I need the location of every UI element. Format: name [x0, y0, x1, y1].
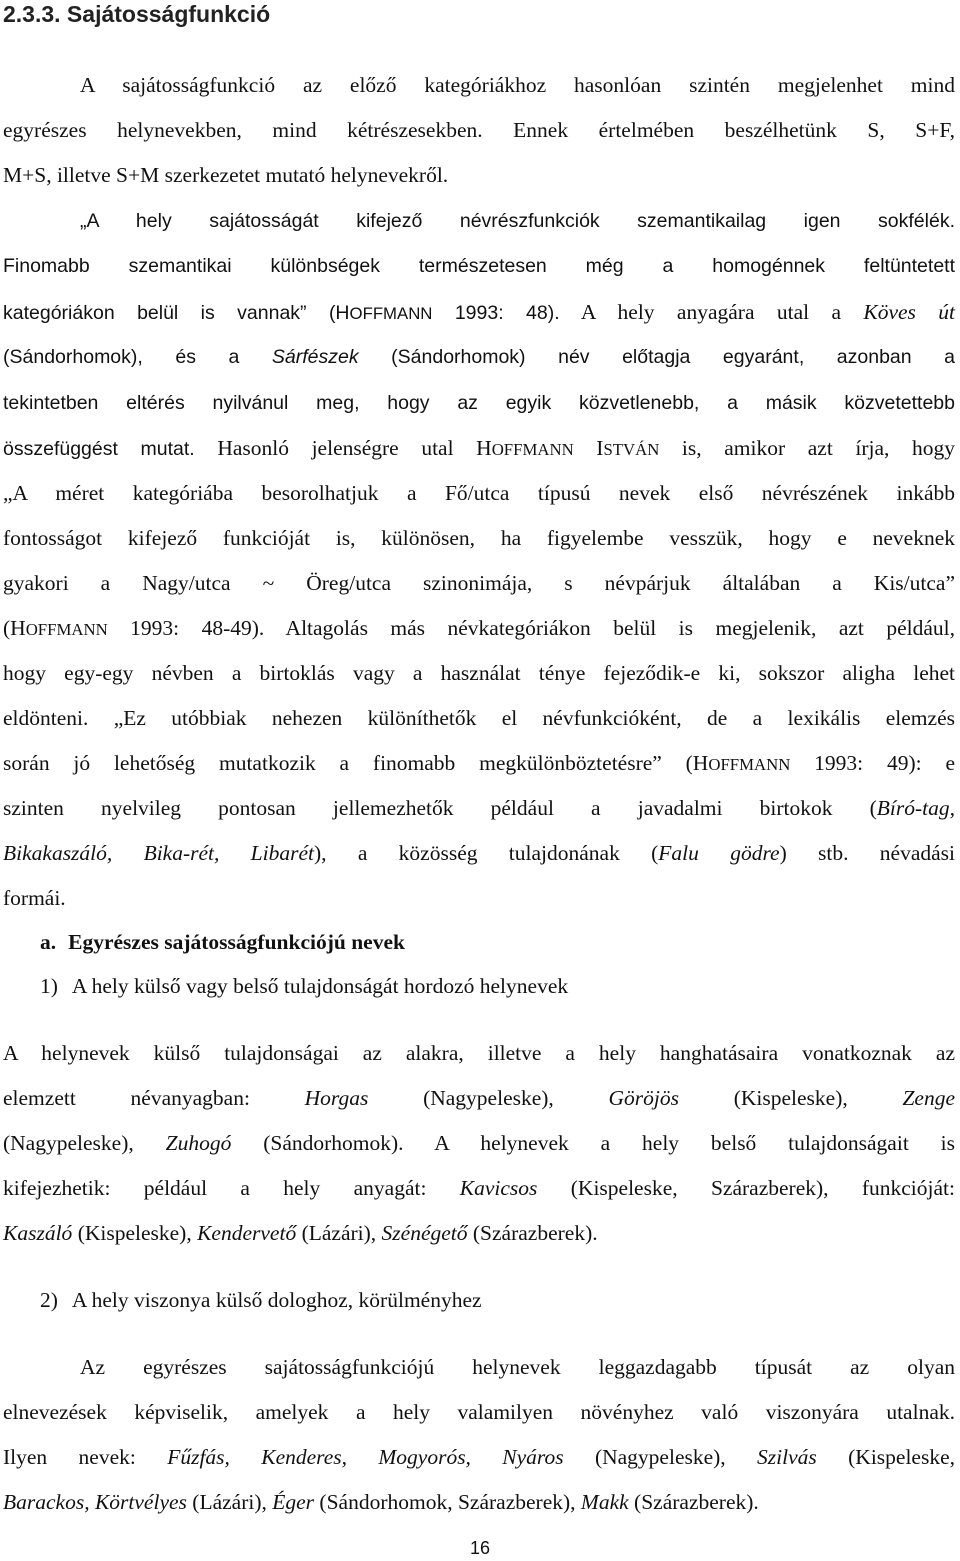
body-text: is, amikor azt írja, hogy [659, 436, 956, 460]
place-name-italic: Szénégető [381, 1221, 468, 1245]
subheading-marker: a. [40, 930, 57, 954]
body-text: során jó lehetőség mutatkozik a finomabb megkülönböztetésre” (H [3, 751, 709, 775]
paragraph-line: Az egyrészes sajátosságfunkciójú helynevek leggazdagabb típusát az olyan [80, 1355, 955, 1379]
quote-text: kategóriákon belül is vannak” (H [3, 302, 350, 324]
paragraph-line: gyakori a Nagy/utca ~ Öreg/utca szinonimája, s névpárjuk általában a Kis/utca” [3, 571, 955, 595]
paragraph-line: A helynevek külső tulajdonságai az alakra, illetve a hely hanghatásaira vonatkoznak az [3, 1041, 955, 1065]
paragraph-line [3, 614, 955, 642]
citation-text: 1993: 48). [432, 302, 560, 324]
paragraph-line [3, 1129, 955, 1157]
quote-line: Finomabb szemantikai különbségek természetesen még a homogénnek feltüntetett [3, 255, 955, 277]
place-name-italic: Falu gödre [658, 841, 780, 865]
paragraph-line [3, 749, 955, 777]
paragraph-line: „A méret kategóriába besorolhatjuk a Fő/utca típusú nevek első névrészének inkább [3, 481, 955, 505]
section-heading: 2.3.3. Sajátosságfunkció [3, 1, 271, 27]
body-text: szinten nyelvileg pontosan jellemezhetők például a javadalmi birtokok ( [3, 796, 877, 820]
mixed-line [3, 298, 955, 326]
place-name-italic: Bikakaszáló, Bika-rét, Libarét [3, 841, 314, 865]
body-text: Hasonló jelenségre utal H [194, 436, 492, 460]
quote-line [3, 343, 955, 371]
body-text: (Sándorhomok, Szárazberek), [314, 1490, 581, 1514]
place-name-italic: Zuhogó [165, 1131, 232, 1155]
list-item-1 [40, 972, 840, 1000]
place-name-italic: Makk [580, 1490, 629, 1514]
list-item-2 [40, 1286, 840, 1314]
body-text: ) stb. névadási [779, 841, 955, 865]
body-text: 1993: 48-49). Altagolás más névkategóriákon belül is megjelenik, azt például, [107, 616, 955, 640]
body-text: (Nagypeleske), [563, 1445, 758, 1469]
list-number: 1) [40, 974, 58, 998]
place-name-italic: Kendervető [197, 1221, 297, 1245]
body-text: A hely anyagára utal a [559, 300, 864, 324]
body-text: (H [3, 616, 26, 640]
body-text: I [573, 436, 604, 460]
paragraph-line [3, 1084, 955, 1112]
paragraph-line: fontosságot kifejező funkcióját is, különösen, ha figyelembe vesszük, hogy e neveknek [3, 526, 955, 550]
paragraph-line: formái. [3, 886, 66, 910]
place-name-italic: Barackos, Körtvélyes [3, 1490, 187, 1514]
place-name-italic: Bíró-tag, [876, 796, 955, 820]
body-text: (Kispeleske), [72, 1221, 198, 1245]
paragraph-line [3, 1488, 955, 1516]
author-smallcaps: OFFMANN [25, 620, 108, 639]
paragraph-line [3, 1219, 955, 1247]
paragraph-line: A sajátosságfunkció az előző kategóriákhoz hasonlóan szintén megjelenhet mind [80, 73, 955, 97]
paragraph-line: M+S, illetve S+M szerkezetet mutató helynevekről. [3, 163, 449, 187]
place-name-italic: Zenge [902, 1086, 955, 1110]
quote-line: tekintetben eltérés nyilvánul meg, hogy az egyik közvetlenebb, a másik közvetettebb [3, 392, 955, 414]
body-text: (Nagypeleske), [3, 1131, 166, 1155]
list-text: A hely külső vagy belső tulajdonságát hordozó helynevek [71, 974, 569, 998]
place-name-italic: Horgas [304, 1086, 369, 1110]
place-name-italic: Köves út [863, 300, 955, 324]
body-text: 1993: 49): e [790, 751, 955, 775]
place-name-italic: Sárfészek [271, 346, 359, 368]
place-name-italic: Göröjös [608, 1086, 679, 1110]
body-text: (Lázári), [296, 1221, 382, 1245]
author-smallcaps: OFFMANN [491, 440, 574, 459]
subheading-a [40, 928, 740, 956]
author-smallcaps: OFFMANN [708, 755, 791, 774]
place-name-italic: Szilvás [757, 1445, 817, 1469]
author-smallcaps: OFFMANN [349, 304, 433, 323]
mixed-line [3, 434, 955, 462]
paragraph-line: elnevezések képviselik, amelyek a hely valamilyen növényhez való viszonyára utalnak. [3, 1400, 955, 1424]
body-text: (Szárazberek). [467, 1221, 598, 1245]
body-text: elemzett névanyagban: [3, 1086, 305, 1110]
quote-text: összefüggést mutat. [3, 438, 195, 460]
body-text: Ilyen nevek: [3, 1445, 168, 1469]
paragraph-line [3, 839, 955, 867]
place-name-italic: Kaszáló [3, 1221, 73, 1245]
list-number: 2) [40, 1288, 58, 1312]
paragraph-line: egyrészes helynevekben, mind kétrészesekben. Ennek értelmében beszélhetünk S, S+F, [3, 118, 955, 142]
author-smallcaps: STVÁN [603, 440, 660, 459]
paragraph-line [3, 1174, 955, 1202]
quote-text: (Sándorhomok), és a [3, 346, 272, 368]
body-text: kifejezhetik: például a hely anyagát: [3, 1176, 460, 1200]
body-text: (Nagypeleske), [368, 1086, 609, 1110]
quote-line: „A hely sajátosságát kifejező névrészfunkciók szemantikailag igen sokfélék. [80, 210, 955, 232]
paragraph-line [3, 794, 955, 822]
body-text: (Kispeleske), [679, 1086, 903, 1110]
body-text: (Lázári), [186, 1490, 273, 1514]
body-text: (Kispeleske, [816, 1445, 955, 1469]
subheading-title: Egyrészes sajátosságfunkciójú nevek [68, 930, 405, 954]
body-text: (Sándorhomok). A helynevek a hely belső tulajdonságait is [231, 1131, 955, 1155]
page-number: 16 [469, 1538, 491, 1558]
place-name-italic: Éger [272, 1490, 315, 1514]
body-text: (Kispeleske, Szárazberek), funkcióját: [537, 1176, 955, 1200]
body-text: ), a közösség tulajdonának ( [314, 841, 659, 865]
list-text: A hely viszonya külső dologhoz, körülményhez [71, 1288, 482, 1312]
place-name-italic: Fűzfás, Kenderes, Mogyorós, Nyáros [167, 1445, 564, 1469]
paragraph-line: hogy egy-egy névben a birtoklás vagy a használat ténye fejeződik-e ki, sokszor aligha lehet [3, 661, 955, 685]
quote-text: (Sándorhomok) név előtagja egyaránt, azonban a [358, 346, 955, 368]
body-text: (Szárazberek). [628, 1490, 759, 1514]
paragraph-line [3, 1443, 955, 1471]
place-name-italic: Kavicsos [459, 1176, 538, 1200]
paragraph-line: eldönteni. „Ez utóbbiak nehezen különíthetők el névfunkcióként, de a lexikális elemzés [3, 706, 955, 730]
